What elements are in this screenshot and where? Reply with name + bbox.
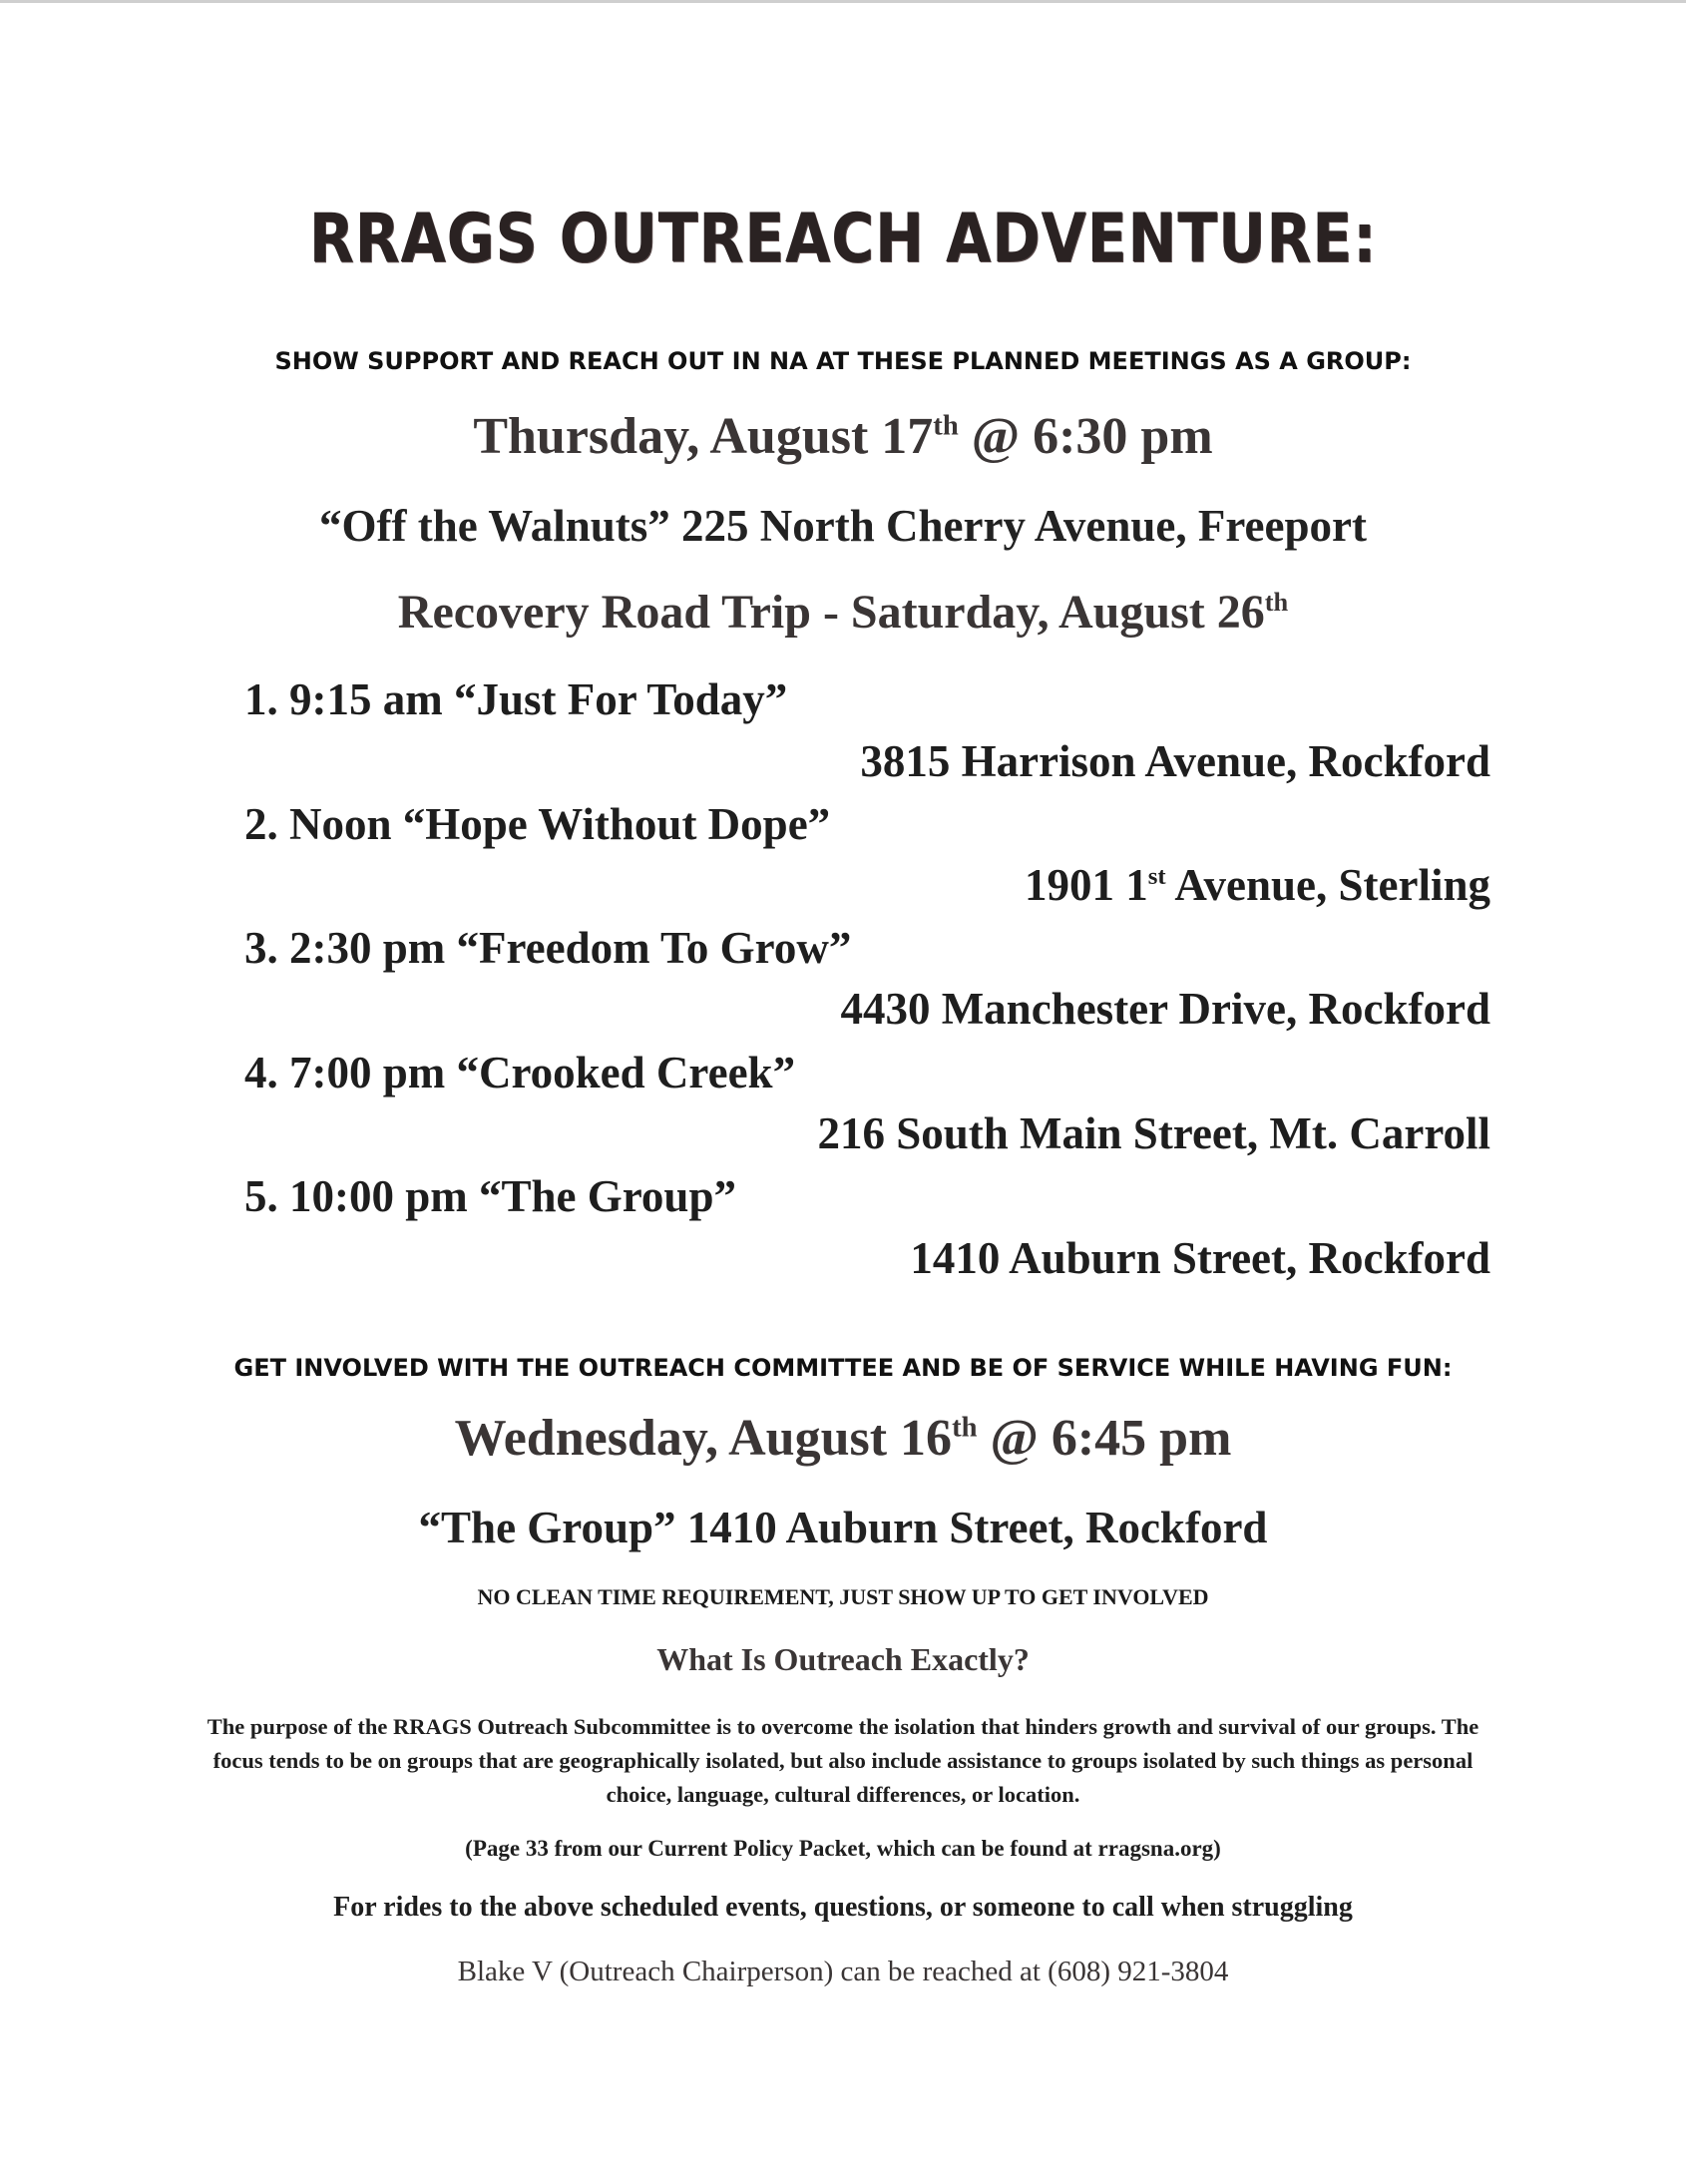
road-trip-stop-4-address: 216 South Main Street, Mt. Carroll [817, 1108, 1490, 1158]
thursday-time: @ 6:30 pm [958, 408, 1213, 465]
road-trip-stop-1: 1. 9:15 am “Just For Today” [244, 674, 788, 724]
road-trip-title [0, 585, 1686, 640]
road-trip-title-text: Recovery Road Trip - Saturday, August 26 [397, 586, 1265, 639]
thursday-date-ordinal: th [933, 410, 959, 442]
section2-heading: GET INVOLVED WITH THE OUTREACH COMMITTEE AND BE OF SERVICE WHILE HAVING FUN: [233, 1354, 1453, 1382]
wednesday-time: @ 6:45 pm [977, 1410, 1232, 1467]
wednesday-date-text: Wednesday, August 16 [454, 1410, 953, 1467]
road-trip-stop-5-address: 1410 Auburn Street, Rockford [910, 1233, 1490, 1283]
clean-time-note: NO CLEAN TIME REQUIREMENT, JUST SHOW UP TO GET INVOLVED [477, 1584, 1209, 1609]
road-trip-title-ordinal: th [1264, 587, 1289, 617]
stop-2-address-ordinal: st [1147, 863, 1166, 890]
section1-heading: SHOW SUPPORT AND REACH OUT IN NA AT THESE PLANNED MEETINGS AS A GROUP: [274, 347, 1412, 375]
outreach-purpose-paragraph: The purpose of the RRAGS Outreach Subcommittee is to overcome the isolation that hinders growth and survival of our groups. The focus tends to be on groups that are geographically isolated, but also include assistance to groups isolated by such things as personal choice, language, cultural differences, or location. [207, 1714, 1479, 1807]
road-trip-stop-2-address [1025, 859, 1490, 911]
flyer-title: RRAGS OUTREACH ADVENTURE: [308, 200, 1378, 278]
road-trip-stop-3-address: 4430 Manchester Drive, Rockford [840, 984, 1490, 1034]
wednesday-meeting-date [0, 1409, 1686, 1468]
road-trip-stop-4: 4. 7:00 pm “Crooked Creek” [244, 1048, 796, 1097]
stop-2-address-number: 1901 1 [1024, 860, 1148, 910]
road-trip-stop-1-address: 3815 Harrison Avenue, Rockford [860, 736, 1490, 786]
contact-info: Blake V (Outreach Chairperson) can be reached at (608) 921-3804 [457, 1956, 1229, 1987]
rides-info: For rides to the above scheduled events, questions, or someone to call when struggling [333, 1892, 1353, 1923]
thursday-date-text: Thursday, August 17 [473, 408, 934, 465]
wednesday-date-ordinal: th [952, 1412, 978, 1444]
thursday-meeting-date [0, 407, 1686, 466]
policy-page-reference: (Page 33 from our Current Policy Packet, which can be found at rragsna.org) [465, 1836, 1221, 1861]
road-trip-stop-3: 3. 2:30 pm “Freedom To Grow” [244, 923, 852, 973]
stop-2-address-rest: Avenue, Sterling [1165, 860, 1490, 910]
road-trip-stop-2: 2. Noon “Hope Without Dope” [244, 799, 831, 849]
outreach-question: What Is Outreach Exactly? [656, 1641, 1030, 1677]
thursday-meeting-location: “Off the Walnuts” 225 North Cherry Avenue, Freeport [319, 501, 1367, 551]
wednesday-meeting-location: “The Group” 1410 Auburn Street, Rockford [418, 1503, 1268, 1552]
road-trip-stop-5: 5. 10:00 pm “The Group” [244, 1171, 736, 1221]
